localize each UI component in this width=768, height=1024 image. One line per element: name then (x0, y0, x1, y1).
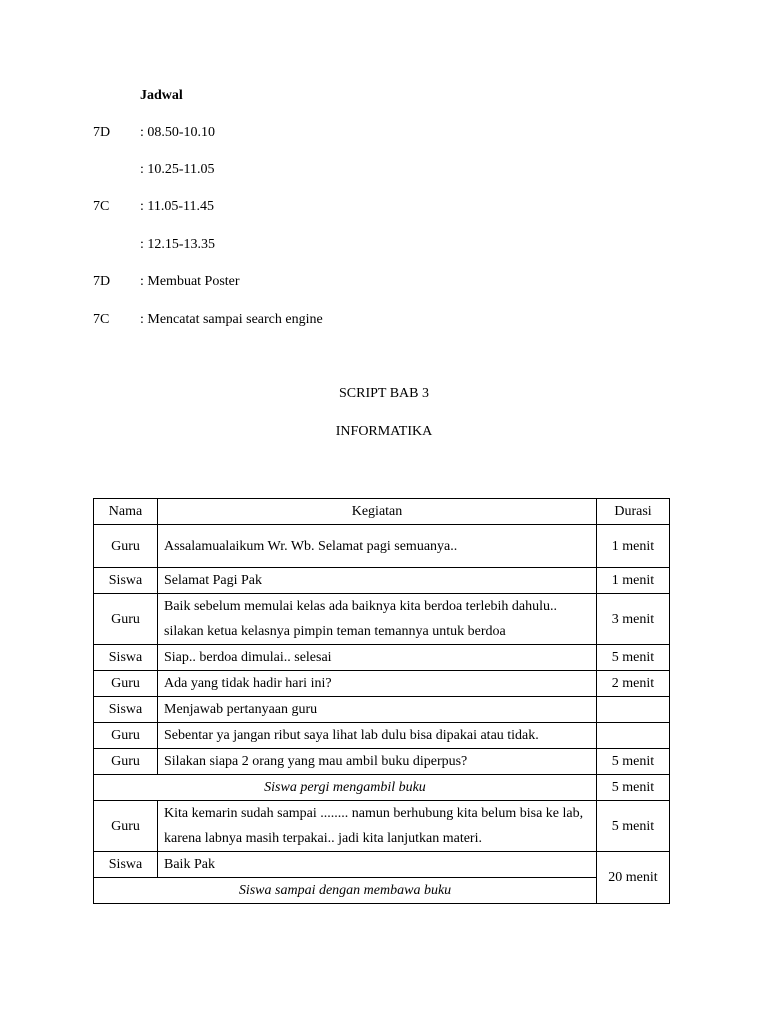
schedule-row (93, 311, 323, 329)
schedule-row (93, 198, 214, 216)
table-row (94, 749, 670, 775)
cell-kegiatan: Ada yang tidak hadir hari ini? (158, 671, 597, 697)
cell-nama: Siswa (94, 645, 158, 671)
cell-kegiatan: Silakan siapa 2 orang yang mau ambil buku diperpus? (158, 749, 597, 775)
cell-durasi: 5 menit (597, 749, 670, 775)
cell-kegiatan: Menjawab pertanyaan guru (158, 697, 597, 723)
cell-kegiatan: Sebentar ya jangan ribut saya lihat lab dulu bisa dipakai atau tidak. (158, 723, 597, 749)
schedule-row (93, 161, 215, 179)
schedule-text: : 08.50-10.10 (140, 125, 216, 140)
schedule-row (93, 273, 240, 291)
cell-kegiatan: Assalamualaikum Wr. Wb. Selamat pagi semuanya.. (158, 525, 597, 568)
cell-nama: Guru (94, 594, 158, 645)
schedule-text: : 12.15-13.35 (140, 237, 216, 252)
table-row (94, 525, 670, 568)
schedule-text: : 10.25-11.05 (140, 162, 215, 177)
cell-durasi: 20 menit (597, 852, 670, 904)
cell-nama: Guru (94, 723, 158, 749)
table-row (94, 645, 670, 671)
schedule-row (93, 124, 215, 142)
jadwal-title: Jadwal (140, 88, 183, 103)
schedule-class: 7C (93, 199, 110, 214)
table-row (94, 671, 670, 697)
script-table (93, 498, 670, 904)
cell-nama: Siswa (94, 697, 158, 723)
schedule-text: : Mencatat sampai search engine (140, 312, 323, 327)
schedule-text: : 11.05-11.45 (140, 199, 215, 214)
cell-durasi: 1 menit (597, 525, 670, 568)
cell-nama: Siswa (94, 852, 158, 878)
script-title: SCRIPT BAB 3 (339, 386, 429, 401)
cell-durasi: 5 menit (597, 645, 670, 671)
table-row (94, 568, 670, 594)
cell-nama: Guru (94, 801, 158, 852)
schedule-row (93, 236, 215, 254)
schedule-text: : Membuat Poster (140, 274, 240, 289)
cell-durasi: 5 menit (597, 801, 670, 852)
cell-durasi: 5 menit (597, 775, 670, 801)
subject-title: INFORMATIKA (335, 424, 433, 439)
schedule-class: 7D (93, 274, 111, 289)
table-row (94, 723, 670, 749)
cell-kegiatan: Selamat Pagi Pak (158, 568, 597, 594)
cell-stage-direction: Siswa sampai dengan membawa buku (94, 878, 597, 904)
cell-nama: Guru (94, 525, 158, 568)
cell-durasi (597, 697, 670, 723)
header-durasi: Durasi (597, 499, 670, 525)
cell-kegiatan: Baik sebelum memulai kelas ada baiknya kita berdoa terlebih dahulu.. silakan ketua kelasnya pimpin teman temannya untuk berdoa (158, 594, 597, 645)
cell-kegiatan: Siap.. berdoa dimulai.. selesai (158, 645, 597, 671)
cell-kegiatan: Baik Pak (158, 852, 597, 878)
cell-kegiatan: Kita kemarin sudah sampai ........ namun berhubung kita belum bisa ke lab, karena labnya masih terpakai.. jadi kita lanjutkan materi. (158, 801, 597, 852)
cell-durasi (597, 723, 670, 749)
cell-nama: Guru (94, 749, 158, 775)
header-nama: Nama (94, 499, 158, 525)
cell-durasi: 2 menit (597, 671, 670, 697)
table-row (94, 594, 670, 645)
header-kegiatan: Kegiatan (158, 499, 597, 525)
schedule-class: 7D (93, 125, 111, 140)
table-row (94, 852, 670, 878)
schedule-class: 7C (93, 312, 110, 327)
cell-stage-direction: Siswa pergi mengambil buku (94, 775, 597, 801)
cell-nama: Siswa (94, 568, 158, 594)
table-row (94, 697, 670, 723)
table-row (94, 878, 670, 904)
cell-durasi: 3 menit (597, 594, 670, 645)
cell-durasi: 1 menit (597, 568, 670, 594)
table-row (94, 801, 670, 852)
table-row (94, 775, 670, 801)
cell-nama: Guru (94, 671, 158, 697)
table-header-row (94, 499, 670, 525)
